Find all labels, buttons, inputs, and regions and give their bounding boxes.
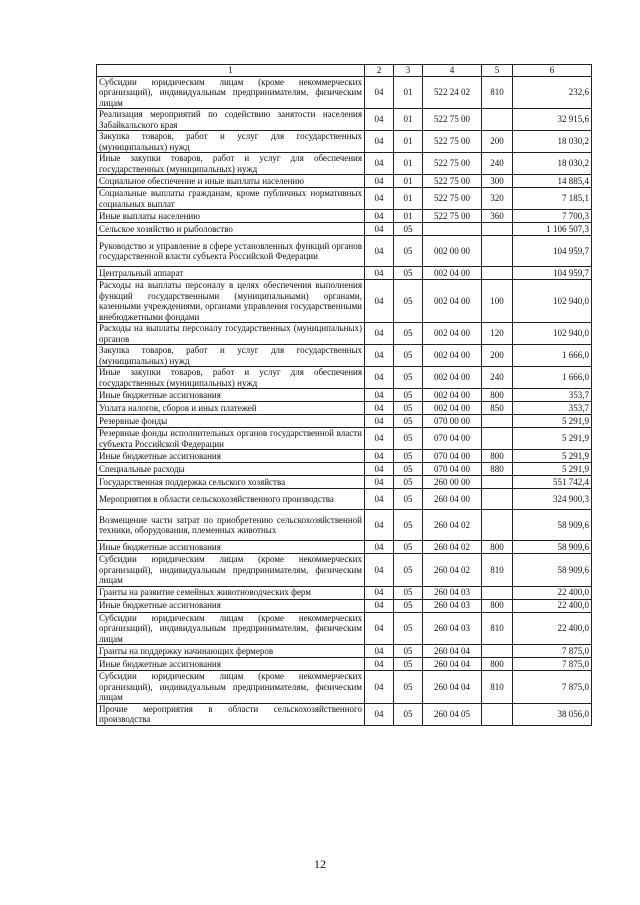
section-code-cell: 04 [365, 645, 394, 658]
subsection-code-cell: 01 [394, 175, 423, 188]
subsection-code-cell: 05 [394, 450, 423, 463]
target-article-cell: 260 04 04 [423, 658, 482, 671]
expense-type-cell: 200 [482, 345, 513, 367]
subsection-code-cell: 05 [394, 223, 423, 236]
amount-cell: 22 400,0 [513, 599, 592, 612]
item-name-cell: Иные бюджетные ассигнования [97, 658, 365, 671]
amount-cell: 22 400,0 [513, 612, 592, 645]
item-name-cell: Возмещение части затрат по приобретению сельскохозяйственной техники, оборудования, племенных животных [97, 510, 365, 541]
amount-cell: 1 666,0 [513, 345, 592, 367]
item-name-cell: Сельское хозяйство и рыболовство [97, 223, 365, 236]
target-article-cell: 522 75 00 [423, 210, 482, 223]
section-code-cell: 04 [365, 389, 394, 402]
amount-cell: 353,7 [513, 389, 592, 402]
subsection-code-cell: 05 [394, 428, 423, 450]
section-code-cell: 04 [365, 223, 394, 236]
section-code-cell: 04 [365, 476, 394, 489]
header-cell: 3 [394, 65, 423, 77]
table-row [97, 703, 592, 725]
item-name-cell: Субсидии юридическим лицам (кроме некоммерческих организаций), индивидуальным предпринимателям, физическим лицам [97, 612, 365, 645]
table-row [97, 510, 592, 541]
table-row [97, 463, 592, 476]
expense-type-cell: 810 [482, 671, 513, 704]
amount-cell: 1 106 507,3 [513, 223, 592, 236]
amount-cell: 14 885,4 [513, 175, 592, 188]
expense-type-cell: 100 [482, 280, 513, 323]
item-name-cell: Резервные фонды [97, 415, 365, 428]
section-code-cell: 04 [365, 450, 394, 463]
expense-type-cell: 120 [482, 323, 513, 345]
table-row [97, 415, 592, 428]
target-article-cell: 260 04 04 [423, 645, 482, 658]
expense-type-cell [482, 645, 513, 658]
target-article-cell: 070 04 00 [423, 450, 482, 463]
budget-table-page [96, 64, 591, 726]
subsection-code-cell: 05 [394, 236, 423, 267]
subsection-code-cell: 05 [394, 415, 423, 428]
amount-cell: 551 742,4 [513, 476, 592, 489]
subsection-code-cell: 01 [394, 153, 423, 175]
amount-cell: 22 400,0 [513, 586, 592, 599]
amount-cell: 32 915,6 [513, 109, 592, 131]
table-row [97, 645, 592, 658]
section-code-cell: 04 [365, 415, 394, 428]
table-row [97, 389, 592, 402]
section-code-cell: 04 [365, 153, 394, 175]
table-header-row [97, 65, 592, 77]
item-name-cell: Прочие мероприятия в области сельскохозяйственного производства [97, 703, 365, 725]
page-number: 12 [314, 857, 326, 871]
target-article-cell: 260 04 00 [423, 489, 482, 510]
subsection-code-cell: 05 [394, 280, 423, 323]
target-article-cell [423, 223, 482, 236]
target-article-cell: 002 00 00 [423, 236, 482, 267]
amount-cell: 5 291,9 [513, 428, 592, 450]
expense-type-cell [482, 267, 513, 280]
section-code-cell: 04 [365, 131, 394, 153]
section-code-cell: 04 [365, 428, 394, 450]
table-row [97, 450, 592, 463]
item-name-cell: Закупка товаров, работ и услуг для государственных (муниципальных) нужд [97, 345, 365, 367]
amount-cell: 7 185,1 [513, 188, 592, 210]
item-name-cell: Расходы на выплаты персоналу в целях обеспечения выполнения функций государственными (муниципальными) органами, казенными учреждениями, органами управления государственными внебюджетными фондами [97, 280, 365, 323]
subsection-code-cell: 05 [394, 323, 423, 345]
subsection-code-cell: 05 [394, 645, 423, 658]
expense-type-cell [482, 476, 513, 489]
subsection-code-cell: 01 [394, 109, 423, 131]
subsection-code-cell: 01 [394, 131, 423, 153]
table-row [97, 210, 592, 223]
item-name-cell: Иные бюджетные ассигнования [97, 389, 365, 402]
table-row [97, 554, 592, 587]
table-row [97, 541, 592, 554]
section-code-cell: 04 [365, 402, 394, 415]
item-name-cell: Мероприятия в области сельскохозяйственного производства [97, 489, 365, 510]
budget-table [96, 64, 592, 726]
table-row [97, 280, 592, 323]
section-code-cell: 04 [365, 489, 394, 510]
expense-type-cell [482, 236, 513, 267]
header-cell: 6 [513, 65, 592, 77]
subsection-code-cell: 05 [394, 489, 423, 510]
target-article-cell: 002 04 00 [423, 402, 482, 415]
expense-type-cell [482, 510, 513, 541]
table-row [97, 153, 592, 175]
amount-cell: 58 909,6 [513, 541, 592, 554]
amount-cell: 38 056,0 [513, 703, 592, 725]
section-code-cell: 04 [365, 210, 394, 223]
target-article-cell: 002 04 00 [423, 280, 482, 323]
expense-type-cell: 320 [482, 188, 513, 210]
section-code-cell: 04 [365, 175, 394, 188]
header-cell: 4 [423, 65, 482, 77]
subsection-code-cell: 05 [394, 658, 423, 671]
table-row [97, 599, 592, 612]
item-name-cell: Субсидии юридическим лицам (кроме некоммерческих организаций), индивидуальным предпринимателям, физическим лицам [97, 554, 365, 587]
section-code-cell: 04 [365, 109, 394, 131]
section-code-cell: 04 [365, 236, 394, 267]
amount-cell: 18 030,2 [513, 131, 592, 153]
amount-cell: 102 940,0 [513, 323, 592, 345]
subsection-code-cell: 05 [394, 671, 423, 704]
item-name-cell: Иные закупки товаров, работ и услуг для обеспечения государственных (муниципальных) нужд [97, 367, 365, 389]
header-cell: 1 [97, 65, 365, 77]
subsection-code-cell: 05 [394, 541, 423, 554]
subsection-code-cell: 05 [394, 267, 423, 280]
table-row [97, 586, 592, 599]
item-name-cell: Субсидии юридическим лицам (кроме некоммерческих организаций), индивидуальным предпринимателям, физическим лицам [97, 76, 365, 109]
subsection-code-cell: 05 [394, 367, 423, 389]
amount-cell: 353,7 [513, 402, 592, 415]
item-name-cell: Иные выплаты населению [97, 210, 365, 223]
section-code-cell: 04 [365, 671, 394, 704]
table-row [97, 428, 592, 450]
subsection-code-cell: 05 [394, 612, 423, 645]
target-article-cell: 002 04 00 [423, 367, 482, 389]
expense-type-cell: 880 [482, 463, 513, 476]
target-article-cell: 002 04 00 [423, 267, 482, 280]
section-code-cell: 04 [365, 586, 394, 599]
subsection-code-cell: 05 [394, 554, 423, 587]
section-code-cell: 04 [365, 76, 394, 109]
item-name-cell: Иные бюджетные ассигнования [97, 541, 365, 554]
amount-cell: 58 909,6 [513, 554, 592, 587]
target-article-cell: 522 75 00 [423, 188, 482, 210]
table-row [97, 109, 592, 131]
expense-type-cell [482, 586, 513, 599]
target-article-cell: 260 00 00 [423, 476, 482, 489]
target-article-cell: 260 04 02 [423, 541, 482, 554]
subsection-code-cell: 05 [394, 402, 423, 415]
table-row [97, 223, 592, 236]
section-code-cell: 04 [365, 280, 394, 323]
amount-cell: 58 909,6 [513, 510, 592, 541]
expense-type-cell: 360 [482, 210, 513, 223]
subsection-code-cell: 05 [394, 586, 423, 599]
header-cell: 2 [365, 65, 394, 77]
expense-type-cell: 850 [482, 402, 513, 415]
subsection-code-cell: 01 [394, 210, 423, 223]
section-code-cell: 04 [365, 463, 394, 476]
amount-cell: 7 875,0 [513, 645, 592, 658]
item-name-cell: Уплата налогов, сборов и иных платежей [97, 402, 365, 415]
target-article-cell: 002 04 00 [423, 389, 482, 402]
table-row [97, 476, 592, 489]
section-code-cell: 04 [365, 703, 394, 725]
target-article-cell: 522 75 00 [423, 153, 482, 175]
expense-type-cell [482, 415, 513, 428]
expense-type-cell: 300 [482, 175, 513, 188]
table-row [97, 345, 592, 367]
table-row [97, 267, 592, 280]
amount-cell: 232,6 [513, 76, 592, 109]
item-name-cell: Резервные фонды исполнительных органов государственной власти субъекта Российской Федерации [97, 428, 365, 450]
item-name-cell: Социальное обеспечение и иные выплаты населению [97, 175, 365, 188]
subsection-code-cell: 05 [394, 510, 423, 541]
expense-type-cell: 810 [482, 554, 513, 587]
target-article-cell: 070 00 00 [423, 415, 482, 428]
table-row [97, 612, 592, 645]
subsection-code-cell: 05 [394, 599, 423, 612]
item-name-cell: Субсидии юридическим лицам (кроме некоммерческих организаций), индивидуальным предпринимателям, физическим лицам [97, 671, 365, 704]
section-code-cell: 04 [365, 599, 394, 612]
amount-cell: 104 959,7 [513, 267, 592, 280]
section-code-cell: 04 [365, 658, 394, 671]
amount-cell: 18 030,2 [513, 153, 592, 175]
expense-type-cell [482, 428, 513, 450]
item-name-cell: Центральный аппарат [97, 267, 365, 280]
expense-type-cell: 800 [482, 450, 513, 463]
amount-cell: 1 666,0 [513, 367, 592, 389]
amount-cell: 7 875,0 [513, 658, 592, 671]
target-article-cell: 070 04 00 [423, 428, 482, 450]
item-name-cell: Иные бюджетные ассигнования [97, 599, 365, 612]
amount-cell: 324 900,3 [513, 489, 592, 510]
expense-type-cell [482, 223, 513, 236]
table-row [97, 671, 592, 704]
subsection-code-cell: 05 [394, 703, 423, 725]
item-name-cell: Социальные выплаты гражданам, кроме публичных нормативных социальных выплат [97, 188, 365, 210]
item-name-cell: Расходы на выплаты персоналу государственных (муниципальных) органов [97, 323, 365, 345]
target-article-cell: 070 04 00 [423, 463, 482, 476]
item-name-cell: Закупка товаров, работ и услуг для государственных (муниципальных) нужд [97, 131, 365, 153]
table-row [97, 175, 592, 188]
item-name-cell: Гранты на поддержку начинающих фермеров [97, 645, 365, 658]
section-code-cell: 04 [365, 367, 394, 389]
section-code-cell: 04 [365, 323, 394, 345]
table-row [97, 658, 592, 671]
target-article-cell: 002 04 00 [423, 345, 482, 367]
subsection-code-cell: 01 [394, 76, 423, 109]
amount-cell: 5 291,9 [513, 463, 592, 476]
item-name-cell: Иные закупки товаров, работ и услуг для обеспечения государственных (муниципальных) нужд [97, 153, 365, 175]
table-row [97, 188, 592, 210]
expense-type-cell: 810 [482, 76, 513, 109]
amount-cell: 5 291,9 [513, 450, 592, 463]
subsection-code-cell: 01 [394, 188, 423, 210]
table-row [97, 323, 592, 345]
table-row [97, 131, 592, 153]
section-code-cell: 04 [365, 267, 394, 280]
section-code-cell: 04 [365, 188, 394, 210]
expense-type-cell [482, 109, 513, 131]
target-article-cell: 522 24 02 [423, 76, 482, 109]
section-code-cell: 04 [365, 612, 394, 645]
table-row [97, 367, 592, 389]
target-article-cell: 002 04 00 [423, 323, 482, 345]
target-article-cell: 260 04 03 [423, 612, 482, 645]
target-article-cell: 260 04 05 [423, 703, 482, 725]
target-article-cell: 260 04 02 [423, 554, 482, 587]
expense-type-cell: 800 [482, 599, 513, 612]
expense-type-cell: 200 [482, 131, 513, 153]
item-name-cell: Руководство и управление в сфере установленных функций органов государственной власти субъекта Российской Федерации [97, 236, 365, 267]
amount-cell: 102 940,0 [513, 280, 592, 323]
subsection-code-cell: 05 [394, 389, 423, 402]
section-code-cell: 04 [365, 510, 394, 541]
target-article-cell: 260 04 03 [423, 599, 482, 612]
target-article-cell: 522 75 00 [423, 175, 482, 188]
expense-type-cell: 800 [482, 541, 513, 554]
expense-type-cell: 240 [482, 367, 513, 389]
table-row [97, 402, 592, 415]
item-name-cell: Специальные расходы [97, 463, 365, 476]
item-name-cell: Гранты на развитие семейных животноводческих ферм [97, 586, 365, 599]
target-article-cell: 260 04 02 [423, 510, 482, 541]
subsection-code-cell: 05 [394, 463, 423, 476]
expense-type-cell: 810 [482, 612, 513, 645]
table-row [97, 76, 592, 109]
target-article-cell: 522 75 00 [423, 131, 482, 153]
item-name-cell: Иные бюджетные ассигнования [97, 450, 365, 463]
section-code-cell: 04 [365, 541, 394, 554]
subsection-code-cell: 05 [394, 345, 423, 367]
amount-cell: 7 700,3 [513, 210, 592, 223]
header-cell: 5 [482, 65, 513, 77]
target-article-cell: 522 75 00 [423, 109, 482, 131]
amount-cell: 7 875,0 [513, 671, 592, 704]
section-code-cell: 04 [365, 554, 394, 587]
amount-cell: 5 291,9 [513, 415, 592, 428]
item-name-cell: Государственная поддержка сельского хозяйства [97, 476, 365, 489]
amount-cell: 104 959,7 [513, 236, 592, 267]
target-article-cell: 260 04 03 [423, 586, 482, 599]
table-row [97, 236, 592, 267]
expense-type-cell [482, 489, 513, 510]
target-article-cell: 260 04 04 [423, 671, 482, 704]
section-code-cell: 04 [365, 345, 394, 367]
expense-type-cell [482, 703, 513, 725]
item-name-cell: Реализация мероприятий по содействию занятости населения Забайкальского края [97, 109, 365, 131]
table-row [97, 489, 592, 510]
expense-type-cell: 240 [482, 153, 513, 175]
expense-type-cell: 800 [482, 389, 513, 402]
expense-type-cell: 800 [482, 658, 513, 671]
subsection-code-cell: 05 [394, 476, 423, 489]
